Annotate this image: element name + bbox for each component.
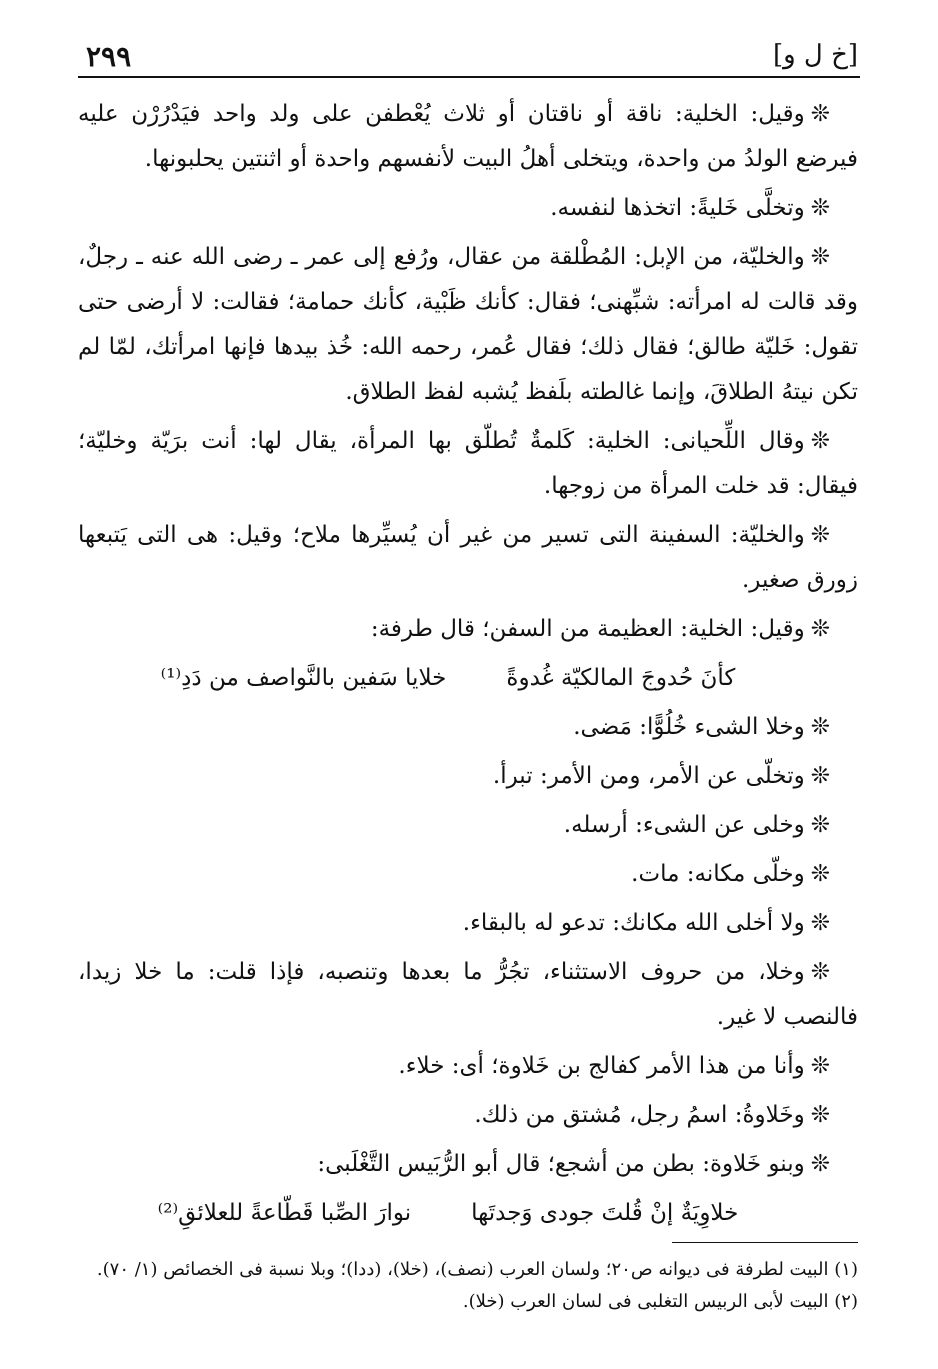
verse-tarafa <box>78 656 858 701</box>
star-icon: ❊ <box>810 101 830 127</box>
star-icon: ❊ <box>810 1102 830 1128</box>
verse-second-hemistich: خلايا سَفين بالنَّواصف من دَدِ⁽¹⁾ <box>160 665 447 691</box>
paragraph: ❊والخليّة: السفينة التى تسير من غير أن يُسيِّرها ملاح؛ وقيل: هى التى يَتبعها زورق صغير. <box>78 522 858 593</box>
paragraph: ❊وقال اللِّحيانى: الخلية: كَلمةٌ تُطلّق بها المرأة، يقال لها: أنت برَيّة وخليّة؛ فيقال: قد خلت المرأة من زوجها. <box>78 428 858 499</box>
verse-second-hemistich: نوارَ الصِّبا قَطّاعةً للعلائقِ⁽²⁾ <box>157 1200 412 1226</box>
star-icon: ❊ <box>810 1151 830 1177</box>
star-icon: ❊ <box>810 616 830 642</box>
short-entry: ❊وتخلّى عن الأمر، ومن الأمر: تبرأ. <box>492 763 830 789</box>
verse-first-hemistich: خلاوِيَةٌ إنْ قُلتَ جودى وَجدتَها <box>471 1200 739 1226</box>
star-icon: ❊ <box>810 959 830 985</box>
short-entry: ❊وخلى عن الشىء: أرسله. <box>563 812 830 838</box>
star-icon: ❊ <box>810 1053 830 1079</box>
star-icon: ❊ <box>810 244 830 270</box>
short-entry: ❊ولا أخلى الله مكانك: تدعو له بالبقاء. <box>462 910 830 936</box>
paragraph: ❊وقيل: الخلية: ناقة أو ناقتان أو ثلاث يُعْطفن على ولد واحد فيَدْرُرْن عليه فيرضع الولدُ من واحدة، ويتخلى أهلُ البيت لأنفسهم واحدة أو اثنتين يحلبونها. <box>78 101 858 172</box>
star-icon: ❊ <box>810 522 830 548</box>
paragraph: ❊وخلا، من حروف الاستثناء، تجُرُّ ما بعدها وتنصبه، فإذا قلت: ما خلا زيدا، فالنصب لا غير. <box>78 959 858 1030</box>
short-entry: ❊وخَلاوةُ: اسمُ رجل، مُشتق من ذلك. <box>474 1102 830 1128</box>
footnote-rule <box>672 1242 858 1243</box>
article-body <box>78 92 858 1240</box>
star-icon: ❊ <box>810 428 830 454</box>
page-number: ٢٩٩ <box>86 40 132 73</box>
star-icon: ❊ <box>810 861 830 887</box>
short-entry: ❊وخلّى مكانه: مات. <box>631 861 830 887</box>
footnote-2: (٢) البيت لأبى الربيس التغلبى فى لسان العرب (خلا). <box>462 1291 858 1312</box>
footnotes <box>78 1254 858 1318</box>
star-icon: ❊ <box>810 195 830 221</box>
star-icon: ❊ <box>810 714 830 740</box>
paragraph: ❊وتخلَّى خَليةً: اتخذها لنفسه. <box>550 195 830 221</box>
footnote-1: (١) البيت لطرفة فى ديوانه ص٢٠؛ ولسان العرب (نصف)، (خلا)، (ددا)؛ وبلا نسبة فى الخصائص (١/ ٧٠). <box>96 1259 858 1280</box>
header-rule <box>78 76 860 78</box>
root-label: [خ ل و] <box>772 40 858 70</box>
star-icon: ❊ <box>810 812 830 838</box>
verse-abu-alrubays <box>78 1191 858 1236</box>
short-entry: ❊وبنو خَلاوة: بطن من أشجع؛ قال أبو الرُّبَيس التَّغْلَبى: <box>317 1151 830 1177</box>
paragraph: ❊والخليّة، من الإبل: المُطْلقة من عقال، ورُفع إلى عمر ـ رضى الله عنه ـ رجلٌ، وقد قالت له امرأته: شبِّهنى؛ فقال: كأنك ظَبْية، كأنك حمامة؛ فقالت: لا أرضى حتى تقول: خَليّة طالق؛ فقال ذلك؛ فقال عُمر، رحمه الله: خُذ بيدها فإنها امرأتك، لمّا لم تكن نيتهُ الطلاقَ، وإنما غالطته بلَفظ يُشبه لفظ الطلاق. <box>78 244 858 405</box>
star-icon: ❊ <box>810 910 830 936</box>
verse-first-hemistich: كأنَ حُدوجَ المالكيّة غُدوةً <box>506 665 736 691</box>
paragraph: ❊وقيل: الخلية: العظيمة من السفن؛ قال طرفة: <box>370 616 830 642</box>
star-icon: ❊ <box>810 763 830 789</box>
short-entry: ❊وخلا الشىء خُلُوًّا: مَضى. <box>573 714 830 740</box>
short-entry: ❊وأنا من هذا الأمر كفالج بن خَلاوة؛ أى: خلاء. <box>398 1053 830 1079</box>
